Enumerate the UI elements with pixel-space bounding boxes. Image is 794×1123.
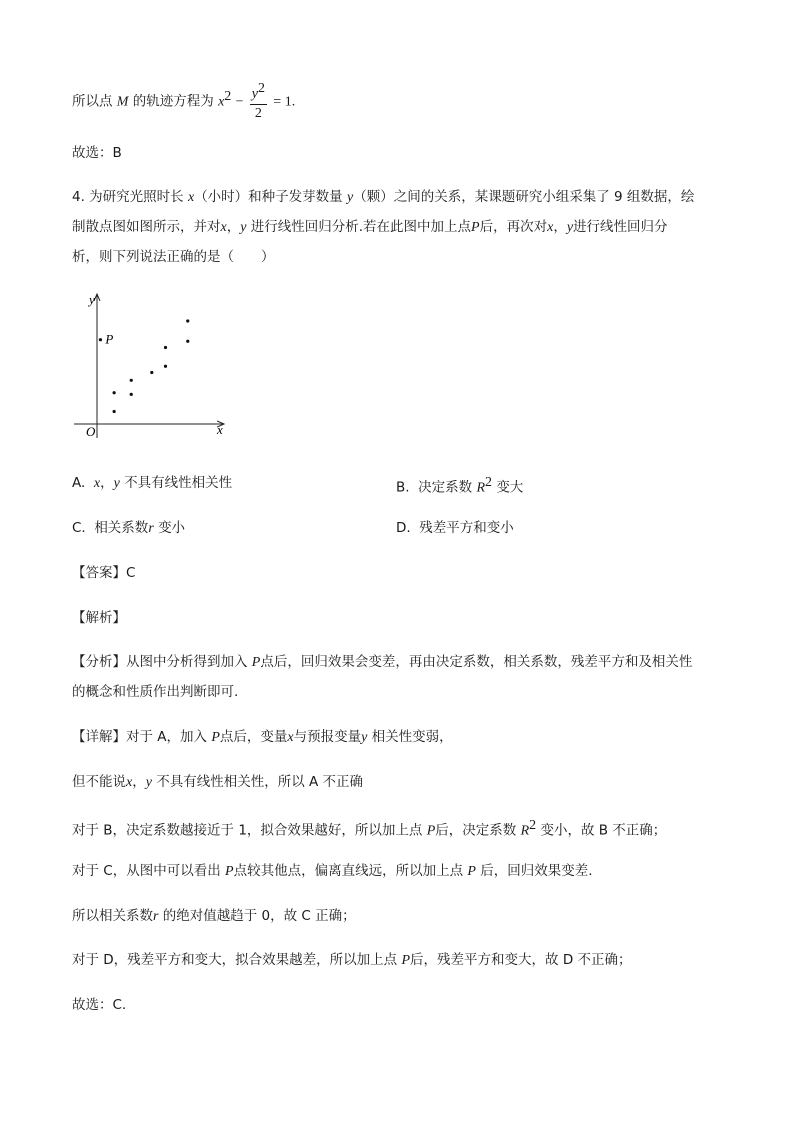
comma: ， bbox=[132, 774, 146, 790]
option-prefix: C. bbox=[72, 520, 86, 536]
text: 所以点 bbox=[72, 93, 113, 110]
option-D[interactable] bbox=[396, 518, 514, 538]
prev-answer: 故选：B bbox=[72, 145, 122, 161]
text: 点后，回归效果会变差，再由决定系数，相关系数，残差平方和及相关性 bbox=[260, 654, 693, 670]
scatter-point-5 bbox=[150, 371, 153, 374]
y-axis-label: y bbox=[89, 292, 95, 307]
scatter-point-2 bbox=[113, 391, 116, 394]
var-P: P bbox=[251, 655, 261, 670]
text: 点较其他点，偏离直线远，所以加上点 bbox=[233, 863, 464, 879]
exponent: 2 bbox=[224, 88, 232, 104]
not-linear-line bbox=[72, 772, 363, 793]
text: 后，残差平方和变大，故 D 不正确； bbox=[410, 952, 632, 968]
prev-equation-line bbox=[72, 80, 295, 123]
var-R: R bbox=[476, 480, 486, 496]
exponent: 2 bbox=[485, 475, 493, 490]
eq-rhs: = 1. bbox=[273, 94, 296, 110]
question-line-1 bbox=[72, 187, 694, 208]
scatter-point-9 bbox=[186, 319, 189, 322]
var-x: x bbox=[93, 476, 101, 491]
option-A[interactable] bbox=[72, 473, 232, 494]
var-y: y bbox=[566, 220, 574, 235]
option-c-explain bbox=[72, 861, 593, 882]
var-P: P bbox=[225, 864, 234, 879]
scatter-point-P bbox=[99, 338, 102, 341]
var-x: x bbox=[220, 220, 227, 235]
text: （小时）和种子发芽数量 bbox=[194, 189, 343, 205]
text: 后，再次对 bbox=[479, 219, 548, 235]
var-y: y bbox=[346, 190, 354, 205]
text: 对于 D，残差平方和变大，拟合效果越差，所以加上点 bbox=[72, 952, 398, 968]
scatter-point-1 bbox=[113, 410, 116, 413]
scatter-point-4 bbox=[130, 379, 133, 382]
option-text: 决定系数 bbox=[418, 479, 473, 496]
frac-num: y bbox=[251, 86, 258, 102]
exponent: 2 bbox=[258, 81, 265, 96]
text: 后，决定系数 bbox=[435, 822, 517, 839]
scatter-plot bbox=[72, 288, 232, 440]
question-line-2 bbox=[72, 217, 668, 238]
var-x: x bbox=[187, 190, 195, 205]
option-d-explain bbox=[72, 950, 632, 971]
text: 制散点图如图所示，并对 bbox=[72, 219, 221, 235]
scatter-point-7 bbox=[164, 346, 167, 349]
text: 4. 为研究光照时长 bbox=[72, 189, 184, 205]
var-P: P bbox=[426, 823, 436, 839]
comma: ， bbox=[226, 219, 241, 235]
fraction bbox=[250, 80, 267, 123]
option-text: 不具有线性相关性 bbox=[124, 475, 233, 491]
origin-label: O bbox=[86, 424, 96, 439]
scatter-point-6 bbox=[164, 365, 167, 368]
point-P-label: P bbox=[105, 331, 114, 347]
option-text: 相关系数 bbox=[94, 520, 149, 536]
option-B[interactable] bbox=[396, 473, 523, 499]
var-y: y bbox=[145, 775, 152, 790]
var-x: x bbox=[287, 730, 294, 745]
text: 【详解】对于 A，加入 bbox=[72, 729, 208, 745]
text: 的绝对值越趋于 0，故 C 正确； bbox=[162, 908, 356, 924]
text: （颗）之间的关系，某课题研究小组采集了 9 组数据，绘 bbox=[353, 189, 695, 205]
text: 所以相关系数 bbox=[72, 908, 153, 924]
text: 进行线性回归分析.若在此图中加上点 bbox=[250, 219, 472, 235]
text: 不具有线性相关性，所以 A 不正确 bbox=[156, 774, 364, 790]
comma: ， bbox=[100, 475, 114, 491]
r-explain bbox=[72, 906, 356, 927]
text: 与预报变量 bbox=[293, 729, 362, 745]
x-axis-label: x bbox=[217, 422, 223, 437]
comma: ， bbox=[553, 219, 567, 235]
text: 对于 B，决定系数越接近于 1，拟合效果越好，所以加上点 bbox=[72, 822, 423, 839]
text: 的轨迹方程为 bbox=[132, 93, 214, 110]
var-y: y bbox=[240, 220, 247, 235]
eq-x: x bbox=[218, 94, 225, 110]
option-C[interactable] bbox=[72, 518, 185, 539]
var-P: P bbox=[401, 953, 411, 968]
option-text: 变小 bbox=[158, 520, 186, 536]
var-y: y bbox=[361, 730, 368, 745]
scatter-point-8 bbox=[186, 340, 189, 343]
analysis-label: 【解析】 bbox=[72, 610, 126, 626]
var-P: P bbox=[467, 864, 476, 879]
exponent: 2 bbox=[529, 818, 537, 833]
final-answer: 故选：C. bbox=[72, 997, 127, 1013]
var-R: R bbox=[520, 823, 530, 839]
question-line-3: 析，则下列说法正确的是（ ） bbox=[72, 249, 275, 265]
frac-den: 2 bbox=[254, 105, 262, 121]
var-x: x bbox=[547, 220, 554, 235]
var-P: P bbox=[211, 730, 220, 745]
var-x: x bbox=[126, 775, 133, 790]
var-P: P bbox=[471, 220, 480, 235]
scatter-point-3 bbox=[130, 393, 133, 396]
text: 【分析】从图中分析得到加入 bbox=[72, 654, 248, 670]
fenxi-line-2: 的概念和性质作出判断即可. bbox=[72, 684, 239, 700]
option-b-explain bbox=[72, 816, 666, 842]
text: 变小，故 B 不正确； bbox=[540, 822, 667, 839]
var-y: y bbox=[113, 476, 120, 491]
option-prefix: B. bbox=[396, 479, 410, 496]
option-prefix: A. bbox=[72, 475, 86, 491]
answer-label: 【答案】C bbox=[72, 565, 136, 581]
text: 对于 C，从图中可以看出 bbox=[72, 863, 221, 879]
var-r: r bbox=[153, 909, 159, 924]
minus-sign: − bbox=[235, 94, 244, 110]
fenxi-line-1 bbox=[72, 652, 692, 673]
xiangjie-line bbox=[72, 727, 453, 748]
text: 相关性变弱， bbox=[371, 729, 453, 745]
text: 点后，变量 bbox=[219, 729, 288, 745]
text: 后，回归效果变差. bbox=[480, 863, 593, 879]
option-text: 变大 bbox=[496, 479, 524, 496]
text: 进行线性回归分 bbox=[573, 219, 668, 235]
option-prefix: D. bbox=[396, 520, 411, 536]
var-r: r bbox=[148, 521, 154, 536]
var-M: M bbox=[116, 94, 129, 110]
text: 但不能说 bbox=[72, 774, 126, 790]
option-text: 残差平方和变小 bbox=[419, 520, 514, 536]
